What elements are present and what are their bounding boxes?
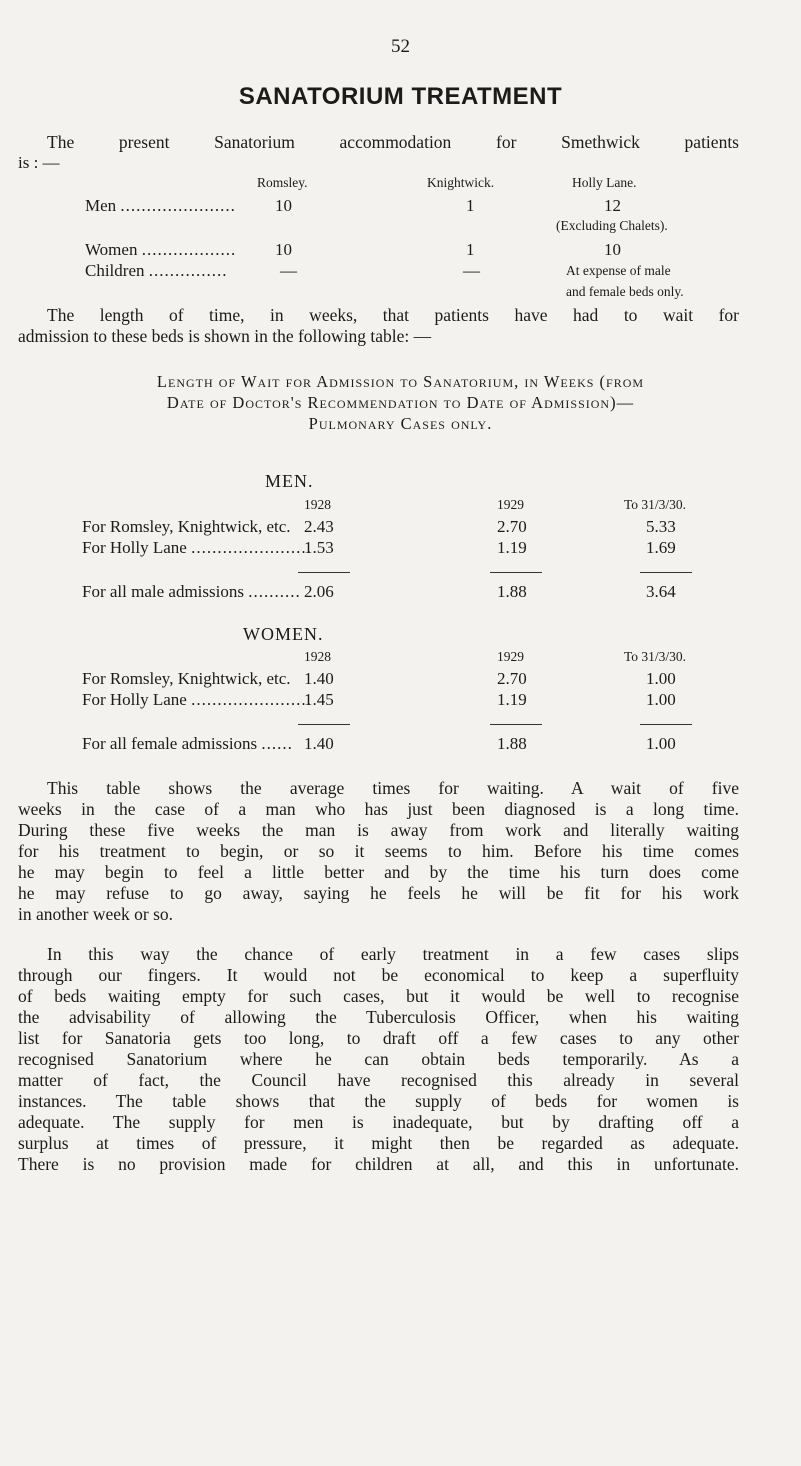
men-total-1928: 2.06 xyxy=(304,582,334,601)
women-total-1930: 1.00 xyxy=(646,734,676,753)
col-header-romsley: Romsley. xyxy=(257,175,308,190)
page-number: 52 xyxy=(391,36,410,57)
children-romsley: — xyxy=(280,261,297,280)
para1-line-1: The length of time, in weeks, that patients have had to wait for xyxy=(47,305,739,325)
para2-line-4: for his treatment to begin, or so it seems to him. Before his time comes xyxy=(18,841,739,861)
men-sum-rule-1930 xyxy=(640,572,692,573)
women-romsley-1929: 2.70 xyxy=(497,669,527,688)
para3-line-9: adequate. The supply for men is inadequate, but by drafting off a xyxy=(18,1112,739,1132)
women-heading: WOMEN. xyxy=(243,624,324,644)
men-year-to-31-3-30: To 31/3/30. xyxy=(624,497,687,512)
men-holly-note: (Excluding Chalets). xyxy=(556,218,668,233)
children-holly-note-2: and female beds only. xyxy=(566,284,684,299)
men-holly-lane: 12 xyxy=(604,196,621,215)
para2-line-6: he may refuse to go away, saying he feels he will be fit for his work xyxy=(18,883,739,903)
page-title: SANATORIUM TREATMENT xyxy=(238,83,563,110)
men-heading: MEN. xyxy=(265,471,314,491)
para2-line-2: weeks in the case of a man who has just been diagnosed is a long time. xyxy=(18,799,739,819)
row-label-women: Women .................. xyxy=(85,240,237,259)
men-year-1929: 1929 xyxy=(497,497,524,512)
children-knightwick: — xyxy=(463,261,480,280)
women-sum-rule-1929 xyxy=(490,724,542,725)
para2-line-7: in another week or so. xyxy=(18,904,174,924)
men-row-romsley-label: For Romsley, Knightwick, etc. xyxy=(82,517,291,536)
women-holly-1930: 1.00 xyxy=(646,690,676,709)
women-romsley: 10 xyxy=(275,240,292,259)
para3-line-11: There is no provision made for children at all, and this in unfortunate. xyxy=(18,1154,739,1174)
women-row-romsley-label: For Romsley, Knightwick, etc. xyxy=(82,669,291,688)
table-title-line-3: Pulmonary Cases only. xyxy=(308,414,493,433)
para3-line-7: matter of fact, the Council have recognised this already in several xyxy=(18,1070,739,1090)
para3-line-3: of beds waiting empty for such cases, but it would be well to recognise xyxy=(18,986,739,1006)
men-total-label: For all male admissions .......... xyxy=(82,582,301,601)
women-row-holly-label: For Holly Lane ....................... xyxy=(82,690,312,709)
women-holly-1929: 1.19 xyxy=(497,690,527,709)
para3-line-10: surplus at times of pressure, it might then be regarded as adequate. xyxy=(18,1133,739,1153)
para2-line-1: This table shows the average times for waiting. A wait of five xyxy=(47,778,739,798)
para3-line-5: list for Sanatoria gets too long, to draft off a few cases to any other xyxy=(18,1028,739,1048)
women-romsley-1928: 1.40 xyxy=(304,669,334,688)
women-total-1928: 1.40 xyxy=(304,734,334,753)
men-row-holly-label: For Holly Lane ....................... xyxy=(82,538,312,557)
men-holly-1930: 1.69 xyxy=(646,538,676,557)
men-year-1928: 1928 xyxy=(304,497,331,512)
table-title-line-1: Length of Wait for Admission to Sanatorium, in Weeks (from xyxy=(156,372,645,391)
para2-line-3: During these five weeks the man is away from work and literally waiting xyxy=(18,820,739,840)
women-holly-lane: 10 xyxy=(604,240,621,259)
intro-line-2: is : — xyxy=(18,153,60,172)
women-holly-1928: 1.45 xyxy=(304,690,334,709)
women-romsley-1930: 1.00 xyxy=(646,669,676,688)
table-title-line-2: Date of Doctor's Recommendation to Date of Admission)— xyxy=(166,393,635,412)
men-holly-1928: 1.53 xyxy=(304,538,334,557)
men-holly-1929: 1.19 xyxy=(497,538,527,557)
men-sum-rule-1928 xyxy=(298,572,350,573)
men-romsley-1930: 5.33 xyxy=(646,517,676,536)
para3-line-1: In this way the chance of early treatment in a few cases slips xyxy=(47,944,739,964)
men-romsley: 10 xyxy=(275,196,292,215)
women-total-label: For all female admissions ...... xyxy=(82,734,293,753)
para2-line-5: he may begin to feel a little better and by the time his turn does come xyxy=(18,862,739,882)
men-sum-rule-1929 xyxy=(490,572,542,573)
intro-line-1: The present Sanatorium accommodation for Smethwick patients xyxy=(47,132,739,152)
women-sum-rule-1930 xyxy=(640,724,692,725)
women-sum-rule-1928 xyxy=(298,724,350,725)
para3-line-2: through our fingers. It would not be economical to keep a superfluity xyxy=(18,965,739,985)
women-year-to-31-3-30: To 31/3/30. xyxy=(624,649,687,664)
children-holly-note-1: At expense of male xyxy=(566,263,671,278)
row-label-men: Men ...................... xyxy=(85,196,236,215)
men-romsley-1929: 2.70 xyxy=(497,517,527,536)
para3-line-4: the advisability of allowing the Tuberculosis Officer, when his waiting xyxy=(18,1007,739,1027)
men-total-1929: 1.88 xyxy=(497,582,527,601)
men-romsley-1928: 2.43 xyxy=(304,517,334,536)
para1-line-2: admission to these beds is shown in the following table: — xyxy=(18,326,432,346)
para3-line-6: recognised Sanatorium where he can obtain beds temporarily. As a xyxy=(18,1049,739,1069)
women-year-1929: 1929 xyxy=(497,649,524,664)
row-label-children: Children ............... xyxy=(85,261,228,280)
men-total-1930: 3.64 xyxy=(646,582,676,601)
women-total-1929: 1.88 xyxy=(497,734,527,753)
men-knightwick: 1 xyxy=(466,196,475,215)
women-year-1928: 1928 xyxy=(304,649,331,664)
women-knightwick: 1 xyxy=(466,240,475,259)
col-header-holly-lane: Holly Lane. xyxy=(572,175,637,190)
col-header-knightwick: Knightwick. xyxy=(427,175,495,190)
para3-line-8: instances. The table shows that the supply of beds for women is xyxy=(18,1091,739,1111)
